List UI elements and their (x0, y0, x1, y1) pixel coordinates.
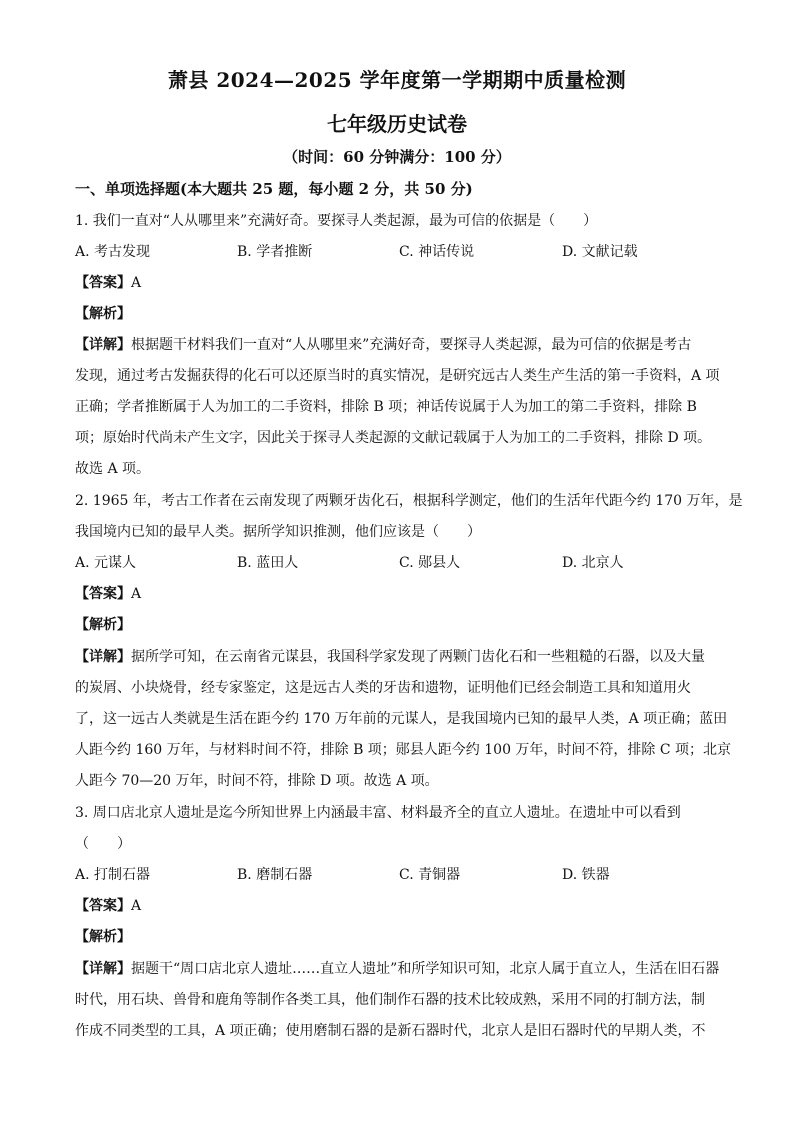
question-2-detail-line: 人距今约 160 万年，与材料时间不符，排除 B 项；郧县人距今约 100 万年，时间不符，排除 C 项；北京 (75, 742, 732, 758)
question-2-detail-line: 的炭屑、小块烧骨，经专家鉴定，这是远古人类的牙齿和遗物，证明他们已经会制造工具和知道用火 (75, 680, 691, 696)
answer-value: A (131, 586, 142, 602)
question-3-stem: 3. 周口店北京人遗址是迄今所知世界上内涵最丰富、材料最齐全的直立人遗址。在遗址中可以看到 (75, 805, 681, 821)
question-3-stem: （ ） (75, 836, 131, 852)
section-heading: 一、单项选择题(本大题共 25 题，每小题 2 分，共 50 分) (75, 180, 473, 198)
detail-label: 【详解】 (75, 337, 131, 353)
question-1-option-b: B. 学者推断 (237, 244, 313, 260)
answer-label: 【答案】 (75, 898, 131, 914)
question-3-option-a: A. 打制石器 (75, 867, 151, 883)
question-1-option-a: A. 考古发现 (75, 244, 151, 260)
question-1-detail-line: 故选 A 项。 (75, 461, 151, 477)
question-1-option-c: C. 神话传说 (399, 244, 475, 260)
question-2-stem: 我国境内已知的最早人类。据所学知识推测，他们应该是（ ） (75, 524, 481, 540)
question-3-option-b: B. 磨制石器 (237, 867, 313, 883)
detail-label: 【详解】 (75, 961, 131, 977)
question-1-answer (75, 272, 141, 292)
detail-text: 根据题干材料我们一直对“人从哪里来”充满好奇，要探寻人类起源，最为可信的依据是考古 (131, 337, 692, 353)
answer-label: 【答案】 (75, 275, 131, 291)
detail-text: 据题干“周口店北京人遗址……直立人遗址”和所学知识可知，北京人属于直立人，生活在旧石器 (131, 961, 720, 977)
question-3-detail-line: 时代，用石块、兽骨和鹿角等制作各类工具，他们制作石器的技术比较成熟，采用不同的打制方法，制 (75, 992, 705, 1008)
question-2-detail-line: 了，这一远古人类就是生活在距今约 170 万年前的元谋人，是我国境内已知的最早人类，A 项正确；蓝田 (75, 711, 728, 727)
question-2-option-c: C. 郧县人 (399, 555, 461, 571)
answer-value: A (131, 898, 142, 914)
question-2-detail-line: 人距今 70—20 万年，时间不符，排除 D 项。故选 A 项。 (75, 773, 439, 789)
question-2-answer (75, 583, 141, 603)
question-1-detail-line: 正确；学者推断属于人为加工的二手资料，排除 B 项；神话传说属于人为加工的第二手资料，排除 B (75, 399, 697, 415)
answer-label: 【答案】 (75, 586, 131, 602)
question-2-option-b: B. 蓝田人 (237, 555, 299, 571)
question-2-option-d: D. 北京人 (562, 555, 624, 571)
question-1-detail-line: 发现，通过考古发掘获得的化石可以还原当时的真实情况，是研究远古人类生产生活的第一手资料，A 项 (75, 368, 720, 384)
question-1-option-d: D. 文献记载 (562, 244, 638, 260)
question-3-option-c: C. 青铜器 (399, 867, 461, 883)
exam-title: 萧县 2024—2025 学年度第一学期期中质量检测 (167, 68, 627, 92)
detail-text: 据所学可知，在云南省元谋县，我国科学家发现了两颗门齿化石和一些粗糙的石器，以及大量 (131, 649, 705, 665)
question-1-detail-line (75, 334, 691, 354)
question-2-analysis-label: 【解析】 (75, 617, 131, 633)
detail-label: 【详解】 (75, 649, 131, 665)
question-3-detail-line: 作成不同类型的工具，A 项正确；使用磨制石器的是新石器时代，北京人是旧石器时代的早期人类，不 (75, 1023, 706, 1039)
question-3-detail-line (75, 958, 719, 978)
question-2-detail-line (75, 646, 705, 666)
question-3-answer (75, 895, 141, 915)
answer-value: A (131, 275, 142, 291)
question-3-option-d: D. 铁器 (562, 867, 610, 883)
question-1-analysis-label: 【解析】 (75, 306, 131, 322)
question-1-stem: 1. 我们一直对“人从哪里来”充满好奇。要探寻人类起源，最为可信的依据是（ ） (75, 213, 598, 229)
question-1-detail-line: 项；原始时代尚未产生文字，因此关于探寻人类起源的文献记载属于人为加工的二手资料，排除 D 项。 (75, 430, 712, 446)
exam-subtitle: 七年级历史试卷 (327, 112, 467, 136)
question-2-stem: 2. 1965 年，考古工作者在云南发现了两颗牙齿化石，根据科学测定，他们的生活年代距今约 170 万年，是 (75, 493, 743, 509)
question-3-analysis-label: 【解析】 (75, 929, 131, 945)
question-2-option-a: A. 元谋人 (75, 555, 137, 571)
exam-time-score: （时间：60 分钟满分：100 分） (283, 148, 511, 166)
